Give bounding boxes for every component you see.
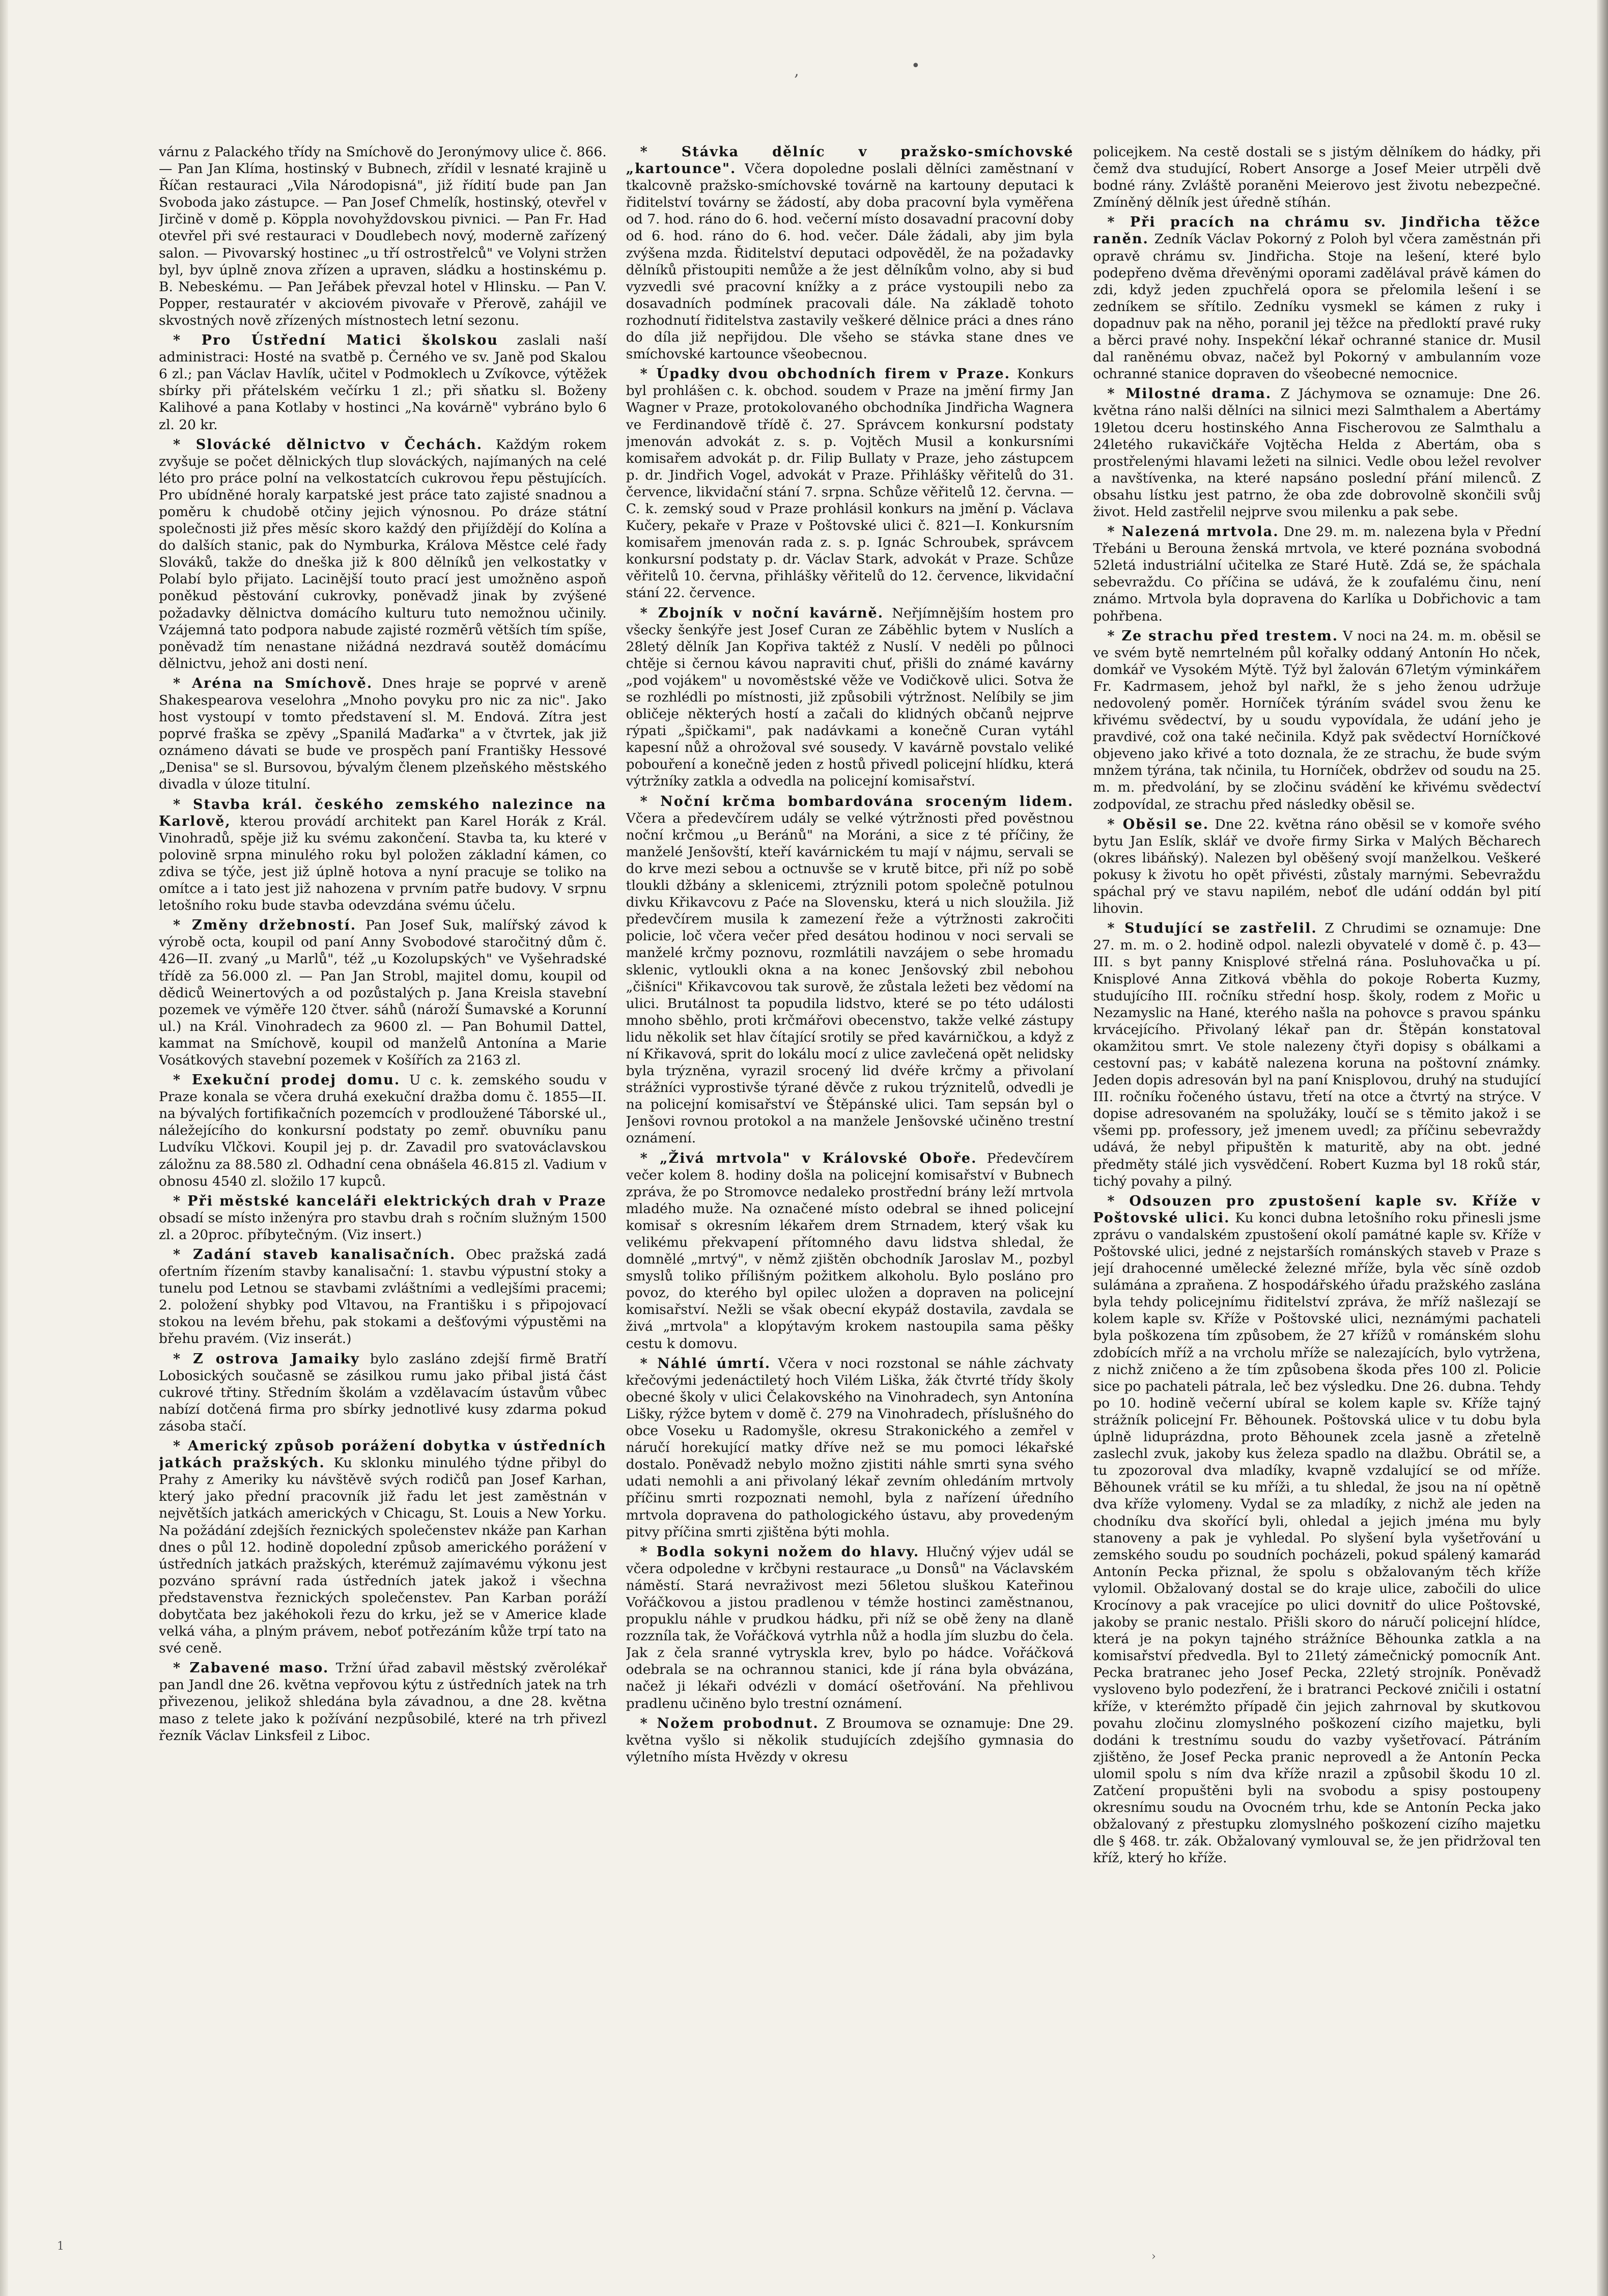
article-heading: * Změny držebností. <box>173 917 357 934</box>
article-paragraph <box>159 1193 607 1243</box>
scan-edge-right <box>1597 0 1608 2296</box>
article-text: Z Chrudimi se oznamuje: Dne 27. m. m. o 2. hodině odpol. nalezli obyvatelé v domě č. p. 43—III. s byt panny Knisplové střelná rána. Posluhovačka u pí. Knisplové Anna Zitková vběhla do pokoje Roberta Kuzmy, studujícího III. ročníku střední hosp. školy, rodem z Mořic u Nezamyslic na Hané, kterého našla na pohovce s pravou spánku krvácejícího. Přivolaný lékař pan dr. Štěpán konstatoval okamžitou smrt. Ve stole nalezeny čtyři dopisy s obálkami a cestovní pas; v kabátě nalezena koruna na poštovní známky. Jeden dopis adresován byl na paní Knisplovou, druhý na studující III. ročníku řočeného ústavu, třetí na otce a čtvrtý na strýce. V dopise adresovaném na spolužáky, loučí se s těmito jakož i se všemi pp. professory, jež jmenem uvedl; za příčinu sebevraždy udává, že nebyl připuštěn k maturitě, aby na obt. jedné předměty stálé jich vysvědčení. Robert Kuzma byl 18 roků stár, tichý povahy a pilný. <box>1093 920 1541 1189</box>
article-text: Zedník Václav Pokorný z Poloh byl včera zaměstnán při opravě chrámu sv. Jindřicha. Stoje na lešení, které bylo podepřeno dvěma dřevěnými oporami zadělával právě kámen do zdi, když jeden zpuchřelá opora se přelomila lešení i se zedníkem se sřítilo. Zedníku vysmekl se kámen z ruky i dopadnuv pak na něho, poranil jej těžce na předloktí pravé ruky a běrci pravé nohy. Inspekční lékař ochranné stanice dr. Musil dal raněnému obvaz, načež byl Pokorný v ambulanním voze ochranné stanice dopraven do všeobecné nemocnice. <box>1093 231 1541 382</box>
article-text: Tržní úřad zabavil městský zvěrolékař pan Jandl dne 26. května vepřovou kýtu z ústředních jatek na trh přivezenou, jelikož shledána byla závadnou, a dne 28. května maso z telete jako k požívání nezpůsobilé, které na trh přivezl řezník Václav Linksfeil z Liboc. <box>159 1660 607 1744</box>
article-paragraph <box>626 1150 1074 1352</box>
article-paragraph <box>1093 214 1541 382</box>
article-paragraph <box>159 144 607 329</box>
article-text: Obec pražská zadá ofertním řízením stavby kanalisační: 1. stavbu výpustní stoky a tunelu pod Letnou se stavbami zvláštními a vedlejšími pracemi; 2. položení shybky pod Vltavou, na Františku i s připojovací stokou na levém břehu, pak stokami a dešťovými výpustěmi na břehu pravém. (Viz inserát.) <box>159 1247 607 1347</box>
article-text: Včera v noci rozstonal se náhle záchvaty křečovými jedenáctiletý hoch Vilém Liška, žák čtvrté třídy školy obecné školy v ulici Čelakovského na Vinohradech, syn Antonína Lišky, rýžce bytem v domě č. 279 na Vinohradech, příslušného do obce Voseku u Radomyšle, okresu Strakonického a zemřel v náručí horekující matky dříve než se mu pomoci lékařské dostalo. Poněvadž nebylo možno zjistiti náhle smrti syna svého udati nemohli a ani přivolaný lékař zevním ohledáním mrtvoly příčinu smrti rozpoznati nemohl, byla z nařízení úředního mrtvola dopravena do pathologického ústavu, aby provedeným pitvy příčina smrti zjištěna býti mohla. <box>626 1355 1074 1540</box>
article-heading: * Náhlé úmrtí. <box>640 1355 771 1371</box>
article-heading: * Při městské kanceláři elektrických drah v Praze <box>173 1193 607 1209</box>
article-heading: * Milostné drama. <box>1107 386 1272 402</box>
scan-mark-top-2: • <box>911 57 920 75</box>
article-text: Dnes hraje se poprvé v areně Shakespearova veselohra „Mnoho povyku pro nic za nic". Jako host vystoupí v tomto představení sl. M. Endová. Zítra jest poprvé fraška se zpěvy „Spanilá Maďarka" a v čtvrtek, jak již oznámeno dávati se bude ve prospěch paní Františky Hessové „Denisa" se sl. Bursovou, bývalým členem plzeňského městského divadla v úloze titulní. <box>159 675 607 793</box>
article-heading: * Stavba král. českého zemského nalezince na Karlově, <box>159 796 607 829</box>
article-text: Včera dopoledne poslali dělníci zaměstnaní v tkalcovně pražsko-smíchovské továrně na kartouny deputaci k řiditelství továrny se žádostí, aby doba pracovní byla vyměřena od 7. hod. ráno do 6. hod. večerní místo dosavadní pracovní doby od 6. hod. ráno do 6. hod. večer. Dále žádali, aby jim byla zvýšena mzda. Řiditelství deputaci odpověděl, že na požadavky dělníků přistoupiti nemůže a že jest dělníkům volno, aby si buď vyzvedli své pracovní knížky a z práce vystoupili nebo za dosavadních podmínek pracovali dále. Na základě tohoto rozhodnutí řiditelstva zastavily veškeré dělnice práci a dnes ráno do díla již nepřijdou. Dle všeho se stávka stane dnes ve smíchovské kartounce všeobecnou. <box>626 161 1074 362</box>
article-heading: * Pro Ústřední Matici školskou <box>173 332 498 349</box>
article-paragraph <box>1093 628 1541 813</box>
article-text: várnu z Palackého třídy na Smíchově do Jeronýmovy ulice č. 866. — Pan Jan Klíma, hostinský v Bubnech, zřídil v lesnaté krajině u Říčan restauraci „Vila Národopisná", již řídití bude pan Jan Svoboda jako zástupce. — Pan Josef Chmelík, hostinský, otevřel v Jirčině v domě p. Köppla novohyždovskou pivnici. — Pan Fr. Had otevřel při své restauraci v Doudlebech nový, moderně zařízený salon. — Pivovarský hostinec „u tří ostrostřelců" ve Volyni stržen byl, byv úplně znova zřízen a upraven, sládku a hostinskému p. B. Nebeskému. — Pan Jeřábek převzal hotel v Hlinsku. — Pan V. Popper, restauratér v akciovém pivovaře v Přerově, zahájil ve skvostných nově zřízených místnostech letní sezonu. <box>159 144 607 328</box>
article-paragraph <box>159 332 607 433</box>
article-heading: * Z ostrova Jamaiky <box>173 1351 360 1367</box>
article-heading: * Studující se zastřelil. <box>1107 920 1317 937</box>
article-heading: * Úpadky dvou obchodních firem v Praze. <box>640 366 1011 382</box>
article-paragraph <box>1093 523 1541 625</box>
article-text: zaslali naší administraci: Hosté na svatbě p. Černého ve sv. Janě pod Skalou 6 zl.; pan Václav Havlík, učitel v Podmoklech u Zvíkovce, výtěžek sbírky při přátelském večírku 1 zl.; při sňatku sl. Boženy Kalihové a pana Kotlaby v hostinci „Na kovárně" vybráno bylo 6 zl. 20 kr. <box>159 332 607 433</box>
article-heading: * „Živá mrtvola" v Královské Oboře. <box>640 1150 977 1166</box>
article-paragraph <box>159 917 607 1069</box>
article-paragraph <box>159 1660 607 1744</box>
article-paragraph <box>1093 920 1541 1190</box>
article-text: Včera a předevčírem udály se velké výtržnosti před pověstnou noční krčmou „u Beránů" na Moráni, a sice z té příčiny, že manželé Jenšovští, kteří kavárnickém tu mají v nájmu, servali se do krve mezi sebou a octnuvše se v krutě bitce, při níž po sobě tloukli džbány a sklenicemi, ztrýznili potom společně potulnou divku Křikavcovu z Paće na Slovensku, která u nich sloužila. Již předevčírem musila k zamezení řeže a výtržnosti zakročiti policie, loč včera večer před desátou hodinou v noci servali se manželé krčmy poznovu, rozmlátili navzájem o sebe hromadu sklenic, vytloukli okna a na konec Jenšovský zbil nebohou „čišníci" Křikavcovou tak surově, že zůstala ležeti bez vědomí na ulici. Brutálnost ta popudila lidstvo, které se po této události mnoho sběhlo, proti krčmářovi obecenstvo, takže velké zástupy lidu několik set hlav čítající srotily se před kavárničkou, a když z ní Křikavová, sprit do lokálu mocí z ulice zavlečená opět nelidsky byla trýzněna, vyrazil srocený lid dvéře krčmy a přivolaní strážníci vyprostivše týrané děvče z rukou trýznitelů, odvedli je na policejní komisařství ve Štěpánské ulici. Tam sepsán byl o Jenšovi rovnou protokol a na manžele Jenšovské učiněno trestní oznámení. <box>626 810 1074 1146</box>
article-paragraph <box>1093 144 1541 211</box>
article-text: Pan Josef Suk, malířský závod k výrobě octa, koupil od paní Anny Svobodové staročitný dům č. 426—II. zvaný „u Marlů", též „u Kozolupských" ve Vyšehradské třídě za 56.000 zl. — Pan Jan Strobl, majitel domu, koupil od dědiců Weinertových a od pozůstalých p. Jana Kreisla stavební pozemek ve výměře 120 čtver. sáhů (nároží Šumavské a Korunní ul.) na Král. Vinohradech za 9600 zl. — Pan Bohumil Dattel, kammat na Smíchově, koupil od manželů Antonína a Marie Vosátkových stavební pozemek v Košířích za 2163 zl. <box>159 917 607 1068</box>
article-paragraph <box>1093 385 1541 520</box>
article-text: policejkem. Na cestě dostali se s jistým dělníkem do hádky, při čemž dva studující, Robert Ansorge a Josef Meier utrpěli dvě bodné rány. Zvláště poraněni Meierovo jest životu nebezpečné. Zmíněný dělník jest úředně stíhán. <box>1093 144 1541 211</box>
article-paragraph <box>626 1544 1074 1712</box>
article-heading: * Oběsil se. <box>1107 816 1209 832</box>
article-paragraph <box>159 1246 607 1348</box>
article-heading: * Slovácké dělnictvo v Čechách. <box>173 436 483 453</box>
article-heading: * Aréna na Smíchově. <box>173 675 373 691</box>
column-2 <box>626 144 1074 2200</box>
article-text: Ku konci dubna letošního roku přinesli jsme zprávu o vandalském zpustošení okolí památné kaple sv. Kříže v Poštovské ulici, jedné z nejstarších románských staveb v Praze s její drahocenné umělecké železné mříže, byla věc síně ozdob sulámána a zpraňena. Z hospodářského úřadu pražského zaslána byla tehdy policejnímu řiditelství zpráva, že mříž našlezají se kolem kaple sv. Kříže v Poštovské ulici, neznámými pachateli byla poškozena tím způsobem, že 27 křížů v románském slohu zdobících mříž a na vrcholu mříže se nalezajících, bylo vytržena, z nichž zničeno a že tím způsobena škoda přes 100 zl. Policie sice po pachateli pátrala, leč bez výsledku. Dne 26. dubna. Tehdy po 10. hodině večerní ubíral se kolem kaple sv. Kříže tajný strážník policejní Fr. Běhounek. Poštovská ulice v tu dobu byla úplně liduprázdna, proto Běhounek zcela jasně a zřetelně zaslechl zvuk, jakoby kus železa spadlo na dlažbu. Obrátil se, a tu zpozoroval dva mladíky, kvapně vzdalující se od mříže. Běhounek vrátil se ku mříži, a tu shledal, že jsou na ní opětně dva kříže vylomeny. Vydal se za mladíky, z nichž ale jeden na chodníku dva skořící byli, ohledal a jejich jména mu byly stanoveny a pak je vyhledal. Po slyšení byla vyšetřování u zemského soudu po soudních pocházeli, pokud spálený kamarád Antonín Pecka přiznal, že spolu s obžalovaným těch kříže vylomil. Obžalovaný dostal se do kraje ulice, zabočili do ulice Krocínovy a pak vracejíce po ulici dovnitř do ulice Poštovské, jakoby se pranic nestalo. Přišli skoro do náručí policejní hlídce, která je na pokyn tajného strážníce Běhounka zatkla a na komisařství předvedla. Byl to 21letý zámečnický pomocník Ant. Pecka bratranec jeho Josef Pecka, 22letý strojník. Poněvadž vysloveno bylo podezření, že i bratranci Peckové zničili i ostatní kříže, v kterémžto případě čin jejich zahrnoval by skutkovou povahu zločinu zlomyslného poškození cizího majetku, byli dodáni k trestnímu soudu do vazby vyšetřovací. Pátráním zjištěno, že Josef Pecka pranic neprovedl a že Antonín Pecka ulomil spolu s ním dva kříže nrazil a způsobil škodu 10 zl. Zatčení propuštěni byli na svobodu a spisy postoupeny okresnímu soudu na Ovocném trhu, kde se Antonín Pecka jako obžalovaný z přestupku zlomyslného poškození cizího majetku dle § 468. tr. zák. Obžalovaný vymlouval se, že jen přidržoval ten kříž, který ho kříže. <box>1093 1210 1541 1866</box>
article-text: Z Jáchymova se oznamuje: Dne 26. května ráno nalši dělníci na silnici mezi Salmthalem a Abertámy 19letou dceru hostinského Anna Fischerovou ze Salmthalu a 24letého rukavičkáře Vojtěcha Helda z Abertám, oba s prostřelenými hlavami ležeti na silnici. Vedle obou ležel revolver a navštívenka, na které napsáno poslední přání milenců. Z obsahu lístku jest patrno, že oba zde dobrovolně skončili svůj život. Held zastřelil nejprve svou milenku a pak sebe. <box>1093 386 1541 520</box>
article-heading: * Stávka dělníc v pražsko-smíchovské „kartounce". <box>626 144 1074 177</box>
article-heading: * Ze strachu před trestem. <box>1107 628 1339 644</box>
newspaper-columns <box>159 144 1541 2200</box>
article-heading: * Odsouzen pro zpustošení kaple sv. Kříže v Poštovské ulici. <box>1093 1193 1541 1226</box>
article-heading: * Exekuční prodej domu. <box>173 1072 401 1088</box>
article-text: bylo zasláno zdejší firmě Bratří Lobosických současně se zásilkou rumu jako přibal jistá část cukrové třtiny. Středním školám a vzdělavacím ústavům vůbec nabízí dotčená firma pro sbírky jednotlivé kusy zdarma pokud zásoba stačí. <box>159 1351 607 1434</box>
article-text: Každým rokem zvyšuje se počet dělnických tlup slováckých, najímaných na celé léto pro práce polní na velkostatcích cukrovou řepu pěstujících. Pro ubídněné horaly karpatské jest práce tato zajisté snadnou a poměru k chudobě otčiny jejich výnosnou. Po dráze státní společnosti již přes měsíc skoro každý den přijíždějí do Kolína a do dalších stanic, pak do Nymburka, Králova Městce celé řady Slováků, takže do dneška již k 800 dělníků jen velkostatky v Polabí bylo přijato. Lacinější touto prací jest umožněno aspoň poněkud pěstování cukrovky, poněvadž jinak by zvýšené požadavky dělnictva domácího kulturu tuto nemožnou učinily. Vzájemná tato podpora nabude zajisté rozměrů větších tím spíše, poněvadž tím nenastane nižádná nezdravá soutěž domácímu dělnictvu, jehož ani dosti není. <box>159 436 607 671</box>
article-heading: * Noční krčma bombardována sroceným lidem. <box>640 793 1074 809</box>
article-heading: * Nožem probodnut. <box>640 1715 819 1731</box>
scan-mark-left: 1 <box>57 2240 64 2253</box>
article-paragraph <box>626 605 1074 790</box>
article-paragraph <box>159 675 607 793</box>
article-text: Konkurs byl prohlášen c. k. obchod. soudem v Praze na jmění firmy Jan Wagner v Praze, protokolovaného obchodníka Jindřicha Wagnera ve Ferdinandově třídě č. 27. Správcem konkursní podstaty jmenován advokát z. s. p. Vojtěch Musil a konkursními komisařem advokát p. dr. Filip Bullaty v Praze, jeho zástupcem p. dr. Jindřich Vogel, advokát v Praze. Přihlášky věřitelů do 31. července, likvidační stání 7. srpna. Schůze věřitelů 12. června. — C. k. zemský soud v Praze prohlásil konkurs na jmění p. Václava Kučery, pekaře v Praze v Poštovské ulici č. 821—I. Konkursním komisařem jmenován rada z. s. p. Ignác Schroubek, správcem konkursní podstaty p. dr. Václav Stark, advokát v Praze. Schůze věřitelů 10. června, přihlášky věřitelů do 12. července, likvidační stání 22. července. <box>626 366 1074 601</box>
article-paragraph <box>159 436 607 672</box>
article-text: Ku sklonku minulého týdne přibyl do Prahy z Ameriky ku návštěvě svých rodičů pan Josef Karhan, který jako přední pracovník již řadu let jest zaměstnán v největších jatkách amerických v Chicagu, St. Louis a New Yorku. Na požádání zdejších řeznických společenstev nkáže pan Karhan dnes o půl 12. hodině dopolední způsob amerického porážení v ústředních jatkách pražských, kterémuž zajímavému výkonu jest pozváno správní rada ústředních jatek jakož i všechna představenstva řeznických společenstev. Pan Karban poráží dobytčata bez jakéhokoli řezu do krku, jež se v Americe klade velká váha, a plným právem, neboť potřezáním kůže trpí tato na své ceně. <box>159 1455 607 1657</box>
article-paragraph <box>1093 816 1541 917</box>
article-paragraph <box>159 1438 607 1657</box>
article-text: Dne 29. m. m. nalezena byla v Přední Třebáni u Berouna ženská mrtvola, ve které poznána svobodná 52letá industriální učitelka ze Staré Hutě. Zdá se, že spáchala sebevraždu. Co příčina se udává, že k zoufalému činu, není známo. Mrtvola byla dopravena do Karlíka u Dobřichovic a tam pohřbena. <box>1093 524 1541 624</box>
article-paragraph <box>626 144 1074 362</box>
article-text: kterou provádí architekt pan Karel Horák z Král. Vinohradů, spěje již ku svému zakončení. Stavba ta, ku které v polovině srpna minulého roku byl položen základní kámen, co zdiva se týče, jest již úplně hotova a nyní pracuje se toliko na omítce a i tato jest již nahozena v prvním patře budovy. V srpnu letošního roku bude stavba odevzdána svému účelu. <box>159 813 607 914</box>
article-text: Neřjímnějším hostem pro všecky šenkýře jest Josef Curan ze Záběhlic bytem v Nuslích a 28letý dělník Jan Kopřiva taktéž z Nuslí. V neděli po půlnoci chtěje si černou kávou napraviti chuť, přišli do známé kavárny „pod vojákem" u novoměstské věže ve Vodičkově ulici. Sotva že se rozhlédli po místnosti, již způsobili výtržnost. Nelíbily se jim obličeje některých hostí a začali do klidných občanů nejprve rýpati „špičkami", pak nadávkami a konečně Curan vytáhl kapesní nůž a ohrožoval své sousedy. V kavárně povstalo veliké pobouření a konečně jeden z hostů přivedl policejní hlídku, která výtržníky zatkla a odvedla na policejní komisařství. <box>626 605 1074 790</box>
article-heading: * Při pracích na chrámu sv. Jindřicha těžce raněn. <box>1093 214 1541 247</box>
article-heading: * Zabavené maso. <box>173 1660 329 1676</box>
article-heading: * Zbojník v noční kavárně. <box>640 605 884 621</box>
article-text: obsadí se místo inženýra pro stavbu drah s ročním služným 1500 zl. a 20proc. příbytečným. (Viz insert.) <box>159 1210 607 1243</box>
article-text: U c. k. zemského soudu v Praze konala se včera druhá exekuční dražba domu č. 1855—II. na bývalých fortifikačních pozemcích v prodloužené Táborské ul., náležejícího do konkursní podstaty po zemř. obuvníku panu Ludvíku Vlčkovi. Koupil jej p. dr. Zavadil pro svatováclavskou záložnu za 88.580 zl. Odhadní cena obnášela 46.815 zl. Vadium v obnosu 4540 zl. složilo 17 kupců. <box>159 1072 607 1189</box>
article-paragraph <box>626 1715 1074 1766</box>
article-heading: * Zadání staveb kanalisačních. <box>173 1247 456 1263</box>
scan-mark-bottom: › <box>1151 2250 1156 2263</box>
article-paragraph <box>626 1355 1074 1541</box>
scan-edge-left <box>0 0 8 2296</box>
article-text: V noci na 24. m. m. oběsil se ve svém bytě nemrtelném půl kořalky oddaný Antonín Ho nček, domkář ve Vysokém Mýtě. Týž byl žalován 67letým výminkářem Fr. Kadrmasem, jehož byl nařkl, že s jeho ženou udržuje nedovolený poměr. Horníček týráním svádel svou ženu ke křivému svědectví, by u soudu vypovídala, že udání jeho je pravdivé, což ona také nečinila. Když pak svědectví Horníčkové objeveno jako křivé a toto doznala, že ze strachu, že bude svým mnžem týrána, tak nčinila, tu Horníček, obdržev od soudu na 25. m. m. předvolání, by se zločinu svádění ke křivému svědectví zodpovídal, ze strachu před následky oběsil se. <box>1093 628 1541 813</box>
article-heading: * Americký způsob porážení dobytka v ústředních jatkách pražských. <box>159 1438 607 1471</box>
article-text: Dne 22. května ráno oběsil se v komoře svého bytu Jan Eslík, sklář ve dvoře firmy Sirka v Malých Běcharech (okres libáňský). Nalezen byl oběšený svojí manželkou. Veškeré pokusy k životu ho opět přivésti, zůstaly marnými. Sebevraždu spáchal prý ve stavu napilém, neboť dle udání oddán byl pití lihovin. <box>1093 816 1541 917</box>
article-text: Hlučný výjev udál se včera odpoledne v krčbyni restaurace „u Donsů" na Václavském náměstí. Stará nevraživost mezi 56letou sluškou Kateřinou Vořáčkovou a jistou pradlenou v témže hostinci zaměstnanou, propuklu náhle v prudkou hádku, při níž se obě ženy na dlaně rozzníla tak, že Vořáčková vytrhla nůž a hodla jím sluzbu do čela. Jak z čela sranné vytryskla krev, bylo po hádce. Vořáčková odebrala se na ochrannou stanici, kde jí rána byla obvázána, načež ji lékaři odvézli v domácí ošetřování. Na přehlivou pradlenu učiněno bylo trestní oznámení. <box>626 1544 1074 1712</box>
column-3 <box>1093 144 1541 2200</box>
article-paragraph <box>159 1351 607 1435</box>
column-1 <box>159 144 607 2200</box>
article-heading: * Bodla sokyni nožem do hlavy. <box>640 1544 920 1560</box>
article-paragraph <box>626 793 1074 1147</box>
scan-mark-top: ‚ <box>794 62 799 80</box>
article-text: Z Broumova se oznamuje: Dne 29. května vyšlo si několik studujících zdejšího gymnasia do výletního místa Hvězdy v okresu <box>626 1715 1074 1765</box>
article-paragraph <box>159 796 607 914</box>
article-paragraph <box>1093 1193 1541 1867</box>
article-paragraph <box>159 1072 607 1190</box>
article-paragraph <box>626 366 1074 601</box>
article-text: Předevčírem večer kolem 8. hodiny došla na policejní komisařství v Bubnech zpráva, že po Stromovce nedaleko prostřední brány leží mrtvola mladého muže. Na označené místo odebral se ihned policejní komisař s okresním lékařem drem Strnadem, který však ku velikému překvapení přítomného davu lidstva shledal, že domnělé „mrtvý", v němž zjištěn obchodník Jaroslav M., pozbyl smyslů toliko přílišným požitkem alkoholu. Bylo posláno pro povoz, do kterého byl opilec uložen a dopraven na policejní komisařství. Nežli se však obecní ekypáž dostavila, zavdala se živá „mrtvola" a klopýtavým krokem nastoupila sama pěšky cestu k domovu. <box>626 1150 1074 1352</box>
article-heading: * Nalezená mrtvola. <box>1107 524 1279 540</box>
